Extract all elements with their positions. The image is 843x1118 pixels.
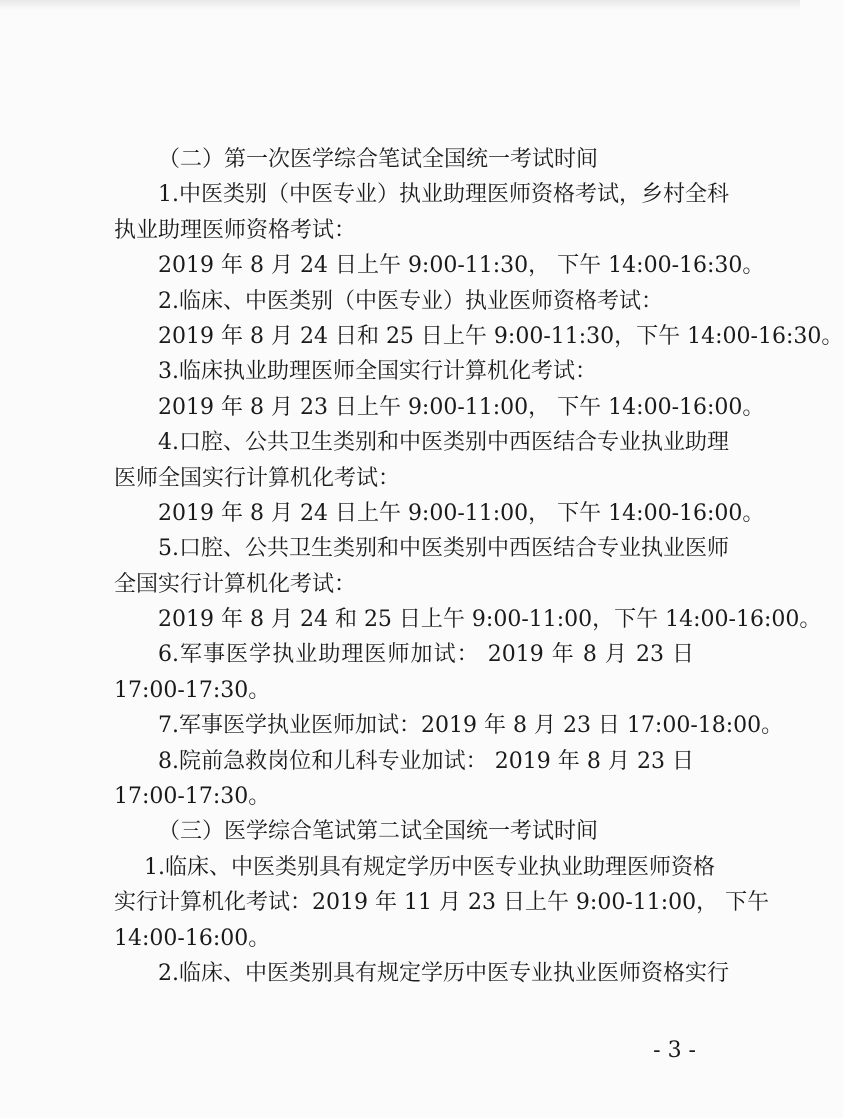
document-line-13: 全国实行计算机化考试： <box>114 571 357 597</box>
document-line-2: 1.中医类别（中医专业）执业助理医师资格考试，乡村全科 <box>158 182 729 208</box>
document-line-3: 执业助理医师资格考试： <box>114 217 357 243</box>
document-line-21: 1.临床、中医类别具有规定学历中医专业执业助理医师资格 <box>144 854 715 880</box>
document-line-12: 5.口腔、公共卫生类别和中医类别中西医结合专业执业医师 <box>158 536 729 562</box>
document-line-20: （三）医学综合笔试第二试全国统一考试时间 <box>158 819 599 845</box>
document-line-7: 3.临床执业助理医师全国实行计算机化考试： <box>158 359 597 385</box>
document-line-14: 2019 年 8 月 24 和 25 日上午 9:00-11:00，下午 14:00-16:00。 <box>158 607 822 633</box>
page-number: - 3 - <box>653 1038 696 1063</box>
scan-edge <box>0 0 800 10</box>
document-line-11: 2019 年 8 月 24 日上午 9:00-11:00， 下午 14:00-16:00。 <box>158 500 765 526</box>
document-line-6: 2019 年 8 月 24 日和 25 日上午 9:00-11:30，下午 14:00-16:30。 <box>158 323 843 349</box>
document-line-18: 8.院前急救岗位和儿科专业加试： 2019 年 8 月 23 日 <box>158 748 694 774</box>
document-line-22: 实行计算机化考试：2019 年 11 月 23 日上午 9:00-11:00， 下午 <box>114 890 770 916</box>
document-line-23: 14:00-16:00。 <box>114 925 271 951</box>
document-line-5: 2.临床、中医类别（中医专业）执业医师资格考试： <box>158 288 663 314</box>
document-line-24: 2.临床、中医类别具有规定学历中医专业执业医师资格实行 <box>158 960 729 986</box>
document-line-1: （二）第一次医学综合笔试全国统一考试时间 <box>158 147 599 172</box>
document-line-10: 医师全国实行计算机化考试： <box>114 465 401 491</box>
document-line-16: 17:00-17:30。 <box>114 677 271 703</box>
document-body <box>114 142 843 991</box>
document-line-15: 6.军事医学执业助理医师加试： 2019 年 8 月 23 日 <box>158 642 694 668</box>
document-line-8: 2019 年 8 月 23 日上午 9:00-11:00， 下午 14:00-16:00。 <box>158 394 765 420</box>
document-line-4: 2019 年 8 月 24 日上午 9:00-11:30， 下午 14:00-16:30。 <box>158 253 765 279</box>
document-line-17: 7.军事医学执业医师加试：2019 年 8 月 23 日 17:00-18:00。 <box>158 713 784 739</box>
document-line-19: 17:00-17:30。 <box>114 784 271 810</box>
document-line-9: 4.口腔、公共卫生类别和中医类别中西医结合专业执业助理 <box>158 430 729 456</box>
